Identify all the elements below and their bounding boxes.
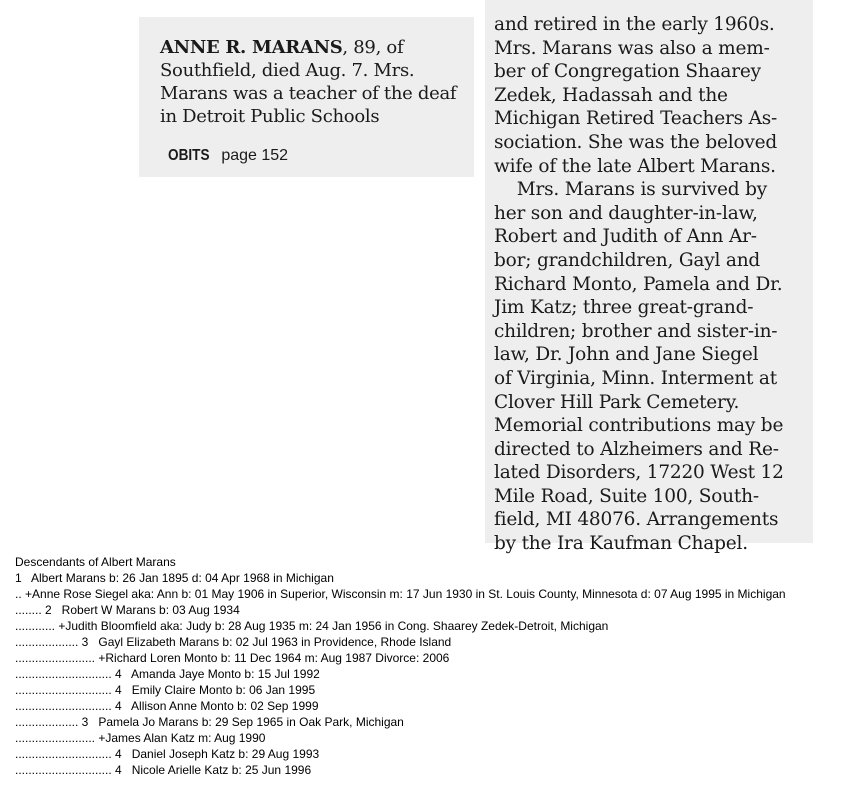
obituary-continuation (494, 13, 809, 556)
obituary-line: Robert and Judith of Ann Ar- (494, 226, 757, 248)
descendants-title: Descendants of Albert Marans (15, 555, 176, 569)
descendant-row: ............ +Judith Bloomfield aka: Judy b: 28 Aug 1935 m: 24 Jan 1956 in Cong. Shaarey Zedek-Detroit, Michigan (15, 619, 609, 633)
descendant-row: ........ 2 Robert W Marans b: 03 Aug 1934 (15, 603, 240, 617)
descendant-row: 1 Albert Marans b: 26 Jan 1895 d: 04 Apr 1968 in Michigan (15, 571, 334, 585)
obituary-line: by the Ira Kaufman Chapel. (494, 533, 748, 555)
obits-page: page 152 (216, 147, 289, 164)
obituary-line: children; brother and sister-in- (494, 320, 778, 342)
descendant-row: ............................. 4 Nicole Arielle Katz b: 25 Jun 1996 (15, 763, 312, 777)
descendants-list (15, 570, 865, 778)
obituary-line: lated Disorders, 17220 West 12 (494, 462, 784, 484)
obits-label: OBITS (168, 147, 210, 164)
descendants-report (15, 554, 865, 778)
obituary-line: law, Dr. John and Jane Siegel (494, 344, 759, 366)
obituary-line: Clover Hill Park Cemetery. (494, 391, 740, 413)
obituary-line: ber of Congregation Shaarey (494, 61, 761, 83)
obituary-line: Zedek, Hadassah and the (494, 84, 728, 106)
obituary-line: field, MI 48076. Arrangements (494, 509, 779, 531)
obituary-page-reference (168, 147, 288, 165)
obituary-line: Mrs. Marans is survived by (494, 179, 768, 201)
descendant-row: ............................. 4 Daniel Joseph Katz b: 29 Aug 1993 (15, 747, 320, 761)
obituary-line: Jim Katz; three great-grand- (494, 297, 754, 319)
obituary-line: Richard Monto, Pamela and Dr. (494, 273, 783, 295)
descendant-row: ................... 3 Gayl Elizabeth Marans b: 02 Jul 1963 in Providence, Rhode Island (15, 635, 452, 649)
obituary-line: Mile Road, Suite 100, South- (494, 485, 759, 507)
descendant-row: ............................. 4 Allison Anne Monto b: 02 Sep 1999 (15, 699, 319, 713)
obituary-line: bor; grandchildren, Gayl and (494, 249, 761, 271)
obituary-name: ANNE R. MARANS (160, 37, 343, 58)
obituary-clipping-left (139, 17, 474, 177)
obituary-line: Michigan Retired Teachers As- (494, 108, 778, 130)
obituary-line: Mrs. Marans was also a mem- (494, 37, 770, 59)
descendant-row: ................... 3 Pamela Jo Marans b: 29 Sep 1965 in Oak Park, Michigan (15, 715, 404, 729)
obituary-line: directed to Alzheimers and Re- (494, 438, 779, 460)
obituary-intro (160, 36, 460, 128)
descendant-row: .. +Anne Rose Siegel aka: Ann b: 01 May 1906 in Superior, Wisconsin m: 17 Jun 1930 in St. Louis County, Minnesota d: 07 Aug 1995 in Michigan (15, 587, 786, 601)
descendant-row: ............................. 4 Amanda Jaye Monto b: 15 Jul 1992 (15, 667, 320, 681)
obituary-line: of Virginia, Minn. Interment at (494, 367, 777, 389)
obituary-line: wife of the late Albert Marans. (494, 155, 776, 177)
obituary-line: sociation. She was the beloved (494, 131, 778, 153)
obituary-clipping-right (485, 0, 813, 555)
descendant-row: ........................ +Richard Loren Monto b: 11 Dec 1964 m: Aug 1987 Divorce: 2006 (15, 651, 450, 665)
obituary-line: Memorial contributions may be (494, 415, 784, 437)
obituary-line: her son and daughter-in-law, (494, 202, 758, 224)
descendant-row: ............................. 4 Emily Claire Monto b: 06 Jan 1995 (15, 683, 316, 697)
obituary-line: and retired in the early 1960s. (494, 14, 775, 35)
obituary-intro-text: , 89, of Southfield, died Aug. 7. Mrs. Marans was a teacher of the deaf in Detroit Public Schools (160, 37, 457, 127)
descendant-row: ........................ +James Alan Katz m: Aug 1990 (15, 731, 266, 745)
